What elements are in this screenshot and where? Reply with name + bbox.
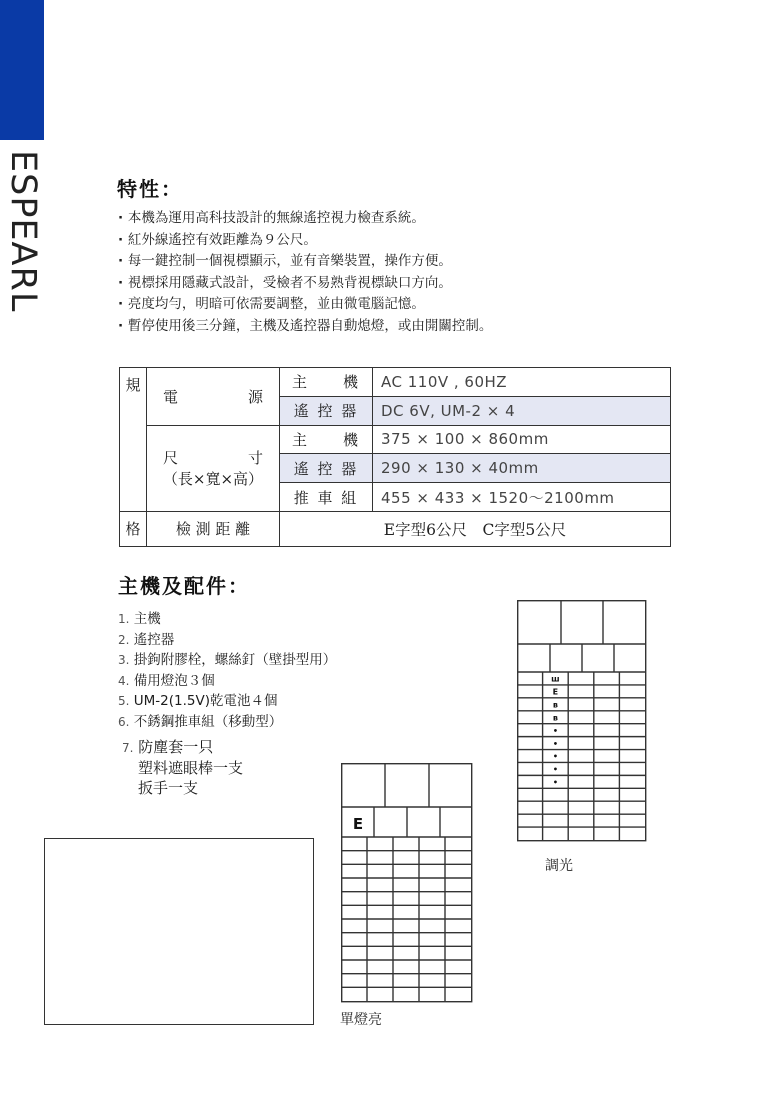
accessory-item	[118, 691, 336, 712]
size-main-label: 主 機	[280, 425, 373, 454]
accessory-num: 1.	[118, 612, 130, 626]
spec-side-bottom: 格	[120, 511, 147, 546]
chart-letter: ш	[551, 674, 560, 684]
accessory-item	[118, 671, 336, 692]
chart-letter: E	[552, 687, 559, 697]
accessory-item-7	[122, 737, 243, 798]
feature-item: · 紅外線遙控有效距離為９公尺。	[118, 230, 492, 252]
power-remote-label: 遙 控 器	[280, 396, 373, 425]
power-remote-value: DC 6V, UM-2 × 4	[373, 396, 671, 425]
size-label-sub: （長×寬×高）	[162, 470, 264, 489]
size-label-right: 寸	[247, 449, 263, 468]
brand-color-bar	[0, 0, 44, 140]
accessory-text: 防塵套一只	[138, 738, 214, 756]
accessory-item	[118, 650, 336, 671]
accessory-text: 不銹鋼推車組（移動型）	[133, 713, 283, 730]
single-lamp-diagram	[341, 763, 473, 1003]
blank-photo-box	[44, 838, 314, 1025]
power-main-label: 主 機	[280, 368, 373, 397]
chart-letter: •	[552, 778, 558, 788]
accessories-heading: 主機及配件：	[118, 574, 250, 598]
single-lamp-letter: E	[352, 815, 364, 833]
size-cart-label: 推 車 組	[280, 483, 373, 512]
accessories-list	[118, 609, 336, 732]
spec-table	[119, 367, 671, 547]
accessory-item	[118, 630, 336, 651]
size-cart-value: 455 × 433 × 1520～2100mm	[373, 483, 671, 512]
chart-letter: •	[552, 739, 558, 749]
chart-letter: в	[552, 700, 558, 710]
feature-item: · 暫停使用後三分鐘，主機及遙控器自動熄燈，或由開關控制。	[118, 316, 492, 338]
power-main-value: AC 110V , 60HZ	[373, 368, 671, 397]
single-lamp-caption: 單燈亮	[340, 1012, 382, 1028]
accessory-num: 3.	[118, 653, 130, 667]
chart-letter: •	[552, 765, 558, 775]
dimming-chart-diagram	[517, 600, 647, 842]
distance-value: E字型6公尺 C字型5公尺	[280, 511, 671, 546]
accessory-text: 遙控器	[133, 631, 175, 648]
chart-letter: в	[552, 713, 558, 723]
accessory-text: 扳手一支	[138, 779, 199, 797]
accessory-text: UM-2(1.5V)乾電池４個	[133, 693, 278, 709]
size-label	[147, 425, 280, 511]
distance-label: 檢 測 距 離	[147, 511, 280, 546]
feature-item: · 亮度均勻，明暗可依需要調整，並由微電腦記憶。	[118, 294, 492, 316]
feature-item: · 視標採用隱藏式設計，受檢者不易熟背視標缺口方向。	[118, 273, 492, 295]
size-label-left: 尺	[163, 449, 179, 468]
features-heading: 特性：	[117, 177, 183, 201]
power-label	[147, 368, 280, 426]
size-remote-label: 遙 控 器	[280, 454, 373, 483]
power-label-left: 電	[163, 387, 179, 406]
accessory-item	[118, 609, 336, 630]
accessory-text: 塑料遮眼棒一支	[138, 759, 244, 777]
chart-letter: •	[552, 726, 558, 736]
accessory-item	[118, 712, 336, 733]
accessory-text: 備用燈泡３個	[133, 672, 215, 689]
accessory-text: 主機	[133, 611, 161, 627]
feature-item: · 本機為運用高科技設計的無線遙控視力檢查系統。	[118, 208, 492, 230]
size-main-value: 375 × 100 × 860mm	[373, 425, 671, 454]
brand-name: ESPEARL	[3, 150, 43, 313]
accessory-text: 掛鉤附膠栓，螺絲釘（壁掛型用）	[133, 652, 337, 668]
features-list	[118, 208, 492, 338]
accessory-num: 4.	[118, 673, 130, 688]
accessory-num: 2.	[118, 632, 130, 647]
accessory-num: 7.	[122, 741, 134, 755]
dimming-caption: 調光	[545, 858, 573, 874]
power-label-right: 源	[247, 387, 263, 406]
chart-letter: •	[552, 752, 558, 762]
accessory-num: 5.	[118, 694, 130, 708]
accessory-num: 6.	[118, 714, 130, 729]
size-remote-value: 290 × 130 × 40mm	[373, 454, 671, 483]
spec-side-top: 規	[120, 368, 147, 512]
feature-item: · 每一鍵控制一個視標顯示，並有音樂裝置，操作方便。	[118, 251, 492, 273]
